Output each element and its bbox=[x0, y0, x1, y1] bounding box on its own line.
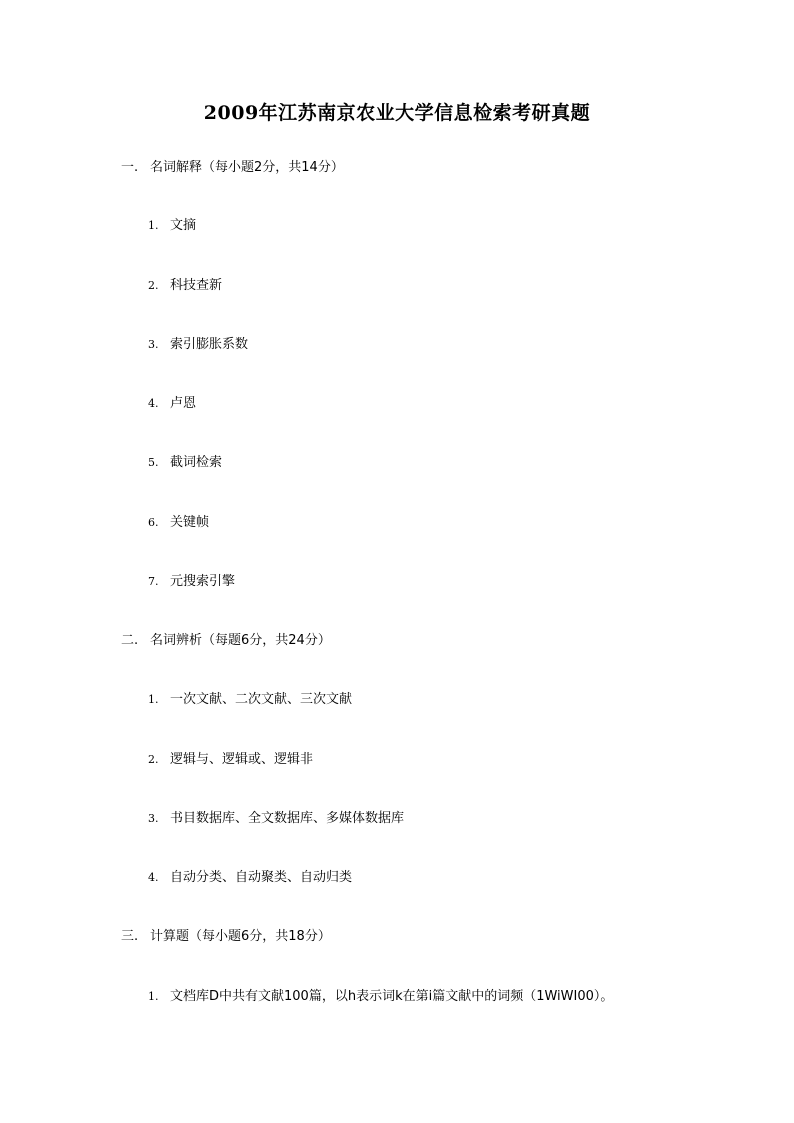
item-number: 4. bbox=[148, 871, 159, 884]
item-number: 5. bbox=[148, 456, 159, 469]
item-number: 2. bbox=[148, 753, 159, 766]
item-text: 一次文献、二次文献、三次文献 bbox=[170, 692, 353, 707]
section-heading bbox=[121, 632, 331, 650]
section-number: 二. bbox=[121, 633, 139, 648]
list-item bbox=[148, 751, 313, 769]
section-title: 名词辨析（每题6分，共24分） bbox=[150, 633, 331, 648]
item-number: 3. bbox=[148, 338, 159, 351]
list-item bbox=[148, 573, 235, 591]
item-number: 1. bbox=[148, 219, 159, 232]
list-item bbox=[148, 395, 196, 413]
list-item bbox=[148, 988, 613, 1006]
section-number: 一. bbox=[121, 160, 139, 175]
section-title: 计算题（每小题6分，共18分） bbox=[150, 929, 331, 944]
item-number: 3. bbox=[148, 812, 159, 825]
page-title: 2009年江苏南京农业大学信息检索考研真题 bbox=[203, 102, 591, 124]
item-number: 7. bbox=[148, 575, 159, 588]
section-heading bbox=[121, 159, 344, 177]
item-number: 6. bbox=[148, 516, 159, 529]
list-item bbox=[148, 277, 222, 295]
item-text: 元搜索引擎 bbox=[170, 574, 236, 589]
section-heading bbox=[121, 928, 331, 946]
item-text: 关键帧 bbox=[170, 515, 210, 530]
list-item bbox=[148, 810, 404, 828]
section-title: 名词解释（每小题2分，共14分） bbox=[150, 160, 344, 175]
section-number: 三. bbox=[121, 929, 139, 944]
item-text: 文摘 bbox=[170, 218, 197, 233]
item-text: 截词检索 bbox=[170, 455, 223, 470]
item-text: 书目数据库、全文数据库、多媒体数据库 bbox=[170, 811, 405, 826]
item-text: 文档库D中共有文献100篇，以h表示词k在第i篇文献中的词频（1WiWI00）。 bbox=[170, 989, 614, 1004]
list-item bbox=[148, 336, 248, 354]
item-number: 1. bbox=[148, 990, 159, 1003]
item-text: 科技查新 bbox=[170, 278, 223, 293]
item-number: 1. bbox=[148, 693, 159, 706]
list-item bbox=[148, 217, 196, 235]
list-item bbox=[148, 691, 352, 709]
list-item bbox=[148, 454, 222, 472]
item-text: 自动分类、自动聚类、自动归类 bbox=[170, 870, 353, 885]
list-item bbox=[148, 869, 352, 887]
item-number: 4. bbox=[148, 397, 159, 410]
item-text: 卢恩 bbox=[170, 396, 197, 411]
item-text: 索引膨胀系数 bbox=[170, 337, 249, 352]
item-text: 逻辑与、逻辑或、逻辑非 bbox=[170, 752, 314, 767]
list-item bbox=[148, 514, 209, 532]
item-number: 2. bbox=[148, 279, 159, 292]
